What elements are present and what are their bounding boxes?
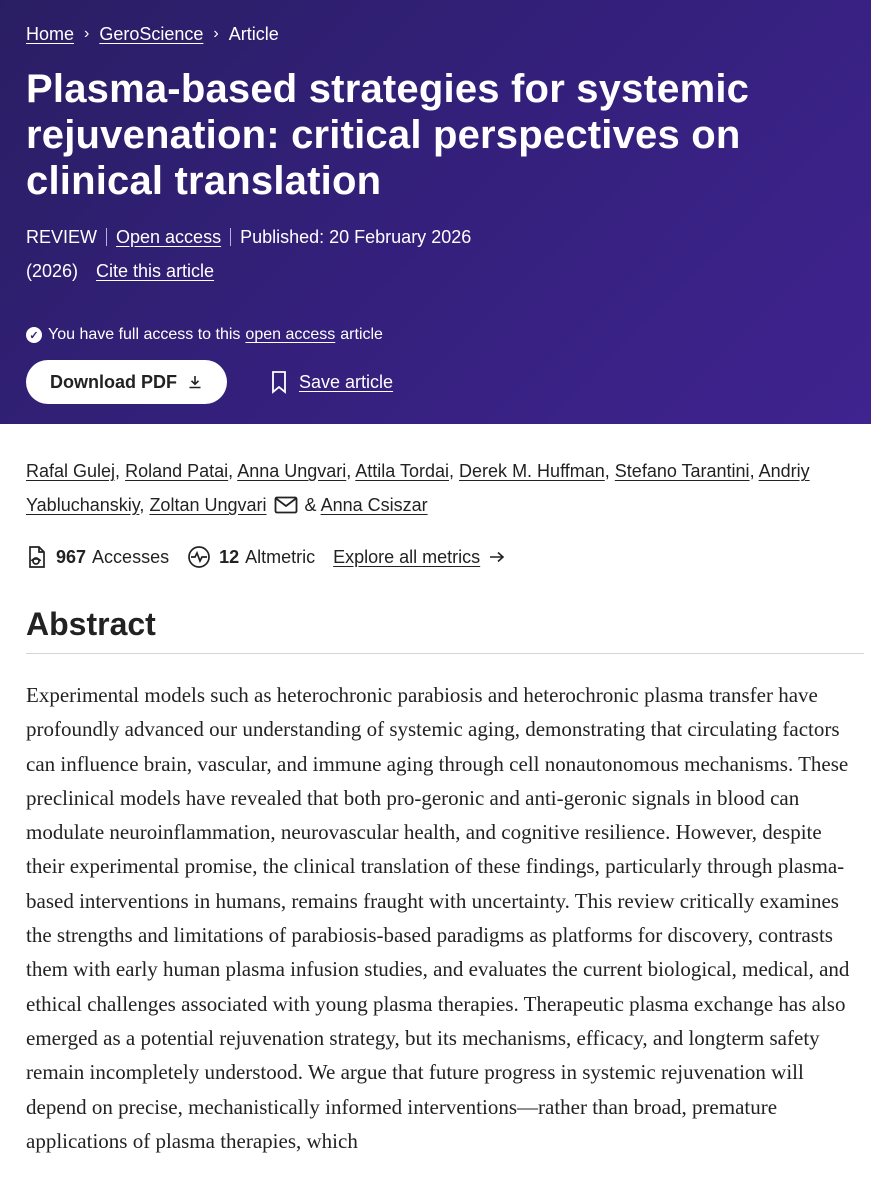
accesses-icon [26, 545, 48, 569]
article-meta [26, 220, 845, 288]
breadcrumb-current: Article [228, 23, 279, 44]
author-link[interactable]: Stefano Tarantini [614, 461, 750, 481]
divider [106, 228, 107, 246]
article-header [0, 0, 871, 424]
access-open-access-link[interactable]: open access [245, 326, 336, 343]
accesses-count: 967 [56, 546, 87, 567]
open-access-link[interactable]: Open access [116, 227, 222, 247]
check-circle-icon: ✓ [26, 327, 42, 343]
bookmark-icon [269, 370, 289, 394]
explore-metrics-link[interactable] [333, 547, 506, 568]
author-link[interactable]: Anna Ungvari [237, 461, 347, 481]
altmetric-metric [187, 545, 315, 569]
altmetric-count: 12 [219, 546, 240, 567]
access-prefix: You have full access to this [48, 326, 241, 343]
author-link[interactable]: Roland Patai [125, 461, 229, 481]
arrow-right-icon [488, 550, 506, 564]
author-link[interactable]: Anna Csiszar [320, 495, 428, 515]
author-link[interactable]: Andriy Yabluchanskiy [26, 461, 810, 515]
published-date: Published: 20 February 2026 [240, 227, 472, 247]
author-list: Rafal Gulej, Roland Patai, Anna Ungvari, Attila Tordai, Derek M. Huffman, Stefano Tarantini, Andriy Yabluchanskiy, Zoltan Ungvari & Anna Csiszar [26, 461, 810, 515]
abstract-heading: Abstract [26, 606, 864, 654]
save-article-button[interactable] [269, 370, 393, 394]
accesses-label: Accesses [92, 546, 170, 567]
author-link[interactable]: Zoltan Ungvari [149, 495, 267, 515]
article-title: Plasma-based strategies for systemic rejuvenation: critical perspectives on clinical translation [26, 67, 750, 203]
altmetric-icon [187, 545, 211, 569]
divider [230, 228, 231, 246]
author-link[interactable]: Derek M. Huffman [459, 461, 605, 481]
altmetric-label: Altmetric [245, 546, 316, 567]
explore-metrics-label: Explore all metrics [333, 546, 481, 567]
download-pdf-button[interactable] [26, 360, 227, 404]
download-pdf-label: Download PDF [50, 371, 177, 392]
cite-article-link[interactable]: Cite this article [96, 261, 215, 281]
article-year: (2026) [26, 261, 79, 281]
chevron-right-icon: › [84, 25, 90, 42]
article-actions [26, 360, 845, 404]
breadcrumb-home-link[interactable]: Home [26, 23, 75, 44]
breadcrumb-journal-link[interactable]: GeroScience [99, 23, 204, 44]
breadcrumb [26, 22, 845, 46]
author-link[interactable]: Rafal Gulej [26, 461, 116, 481]
author-link[interactable]: Attila Tordai [355, 461, 450, 481]
mail-icon[interactable] [274, 496, 298, 514]
accesses-metric [26, 545, 169, 569]
article-type: REVIEW [26, 227, 98, 247]
save-article-label: Save article [299, 371, 394, 392]
abstract-text: Experimental models such as heterochronic parabiosis and heterochronic plasma transfer have profoundly advanced our understanding of systemic aging, demonstrating that circulating factors can influence brain, vascular, and immune aging through cell nonautonomous mechanisms. These preclinical models have revealed that both pro-geronic and anti-geronic signals in blood can modulate neuroinflammation, neurovascular health, and cognitive resilience. However, despite their experimental promise, the clinical translation of these findings, particularly through plasma-based interventions in humans, remains fraught with uncertainty. This review critically examines the strengths and limitations of parabiosis-based paradigms as platforms for discovery, contrasts them with early human plasma infusion studies, and evaluates the current biological, medical, and ethical challenges associated with young plasma therapies. Therapeutic plasma exchange has also emerged as a potential rejuvenation strategy, but its mechanisms, efficacy, and longterm safety remain incompletely understood. We argue that future progress in systemic rejuvenation will depend on precise, mechanistically informed interventions—rather than broad, premature applications of plasma therapies, which [26, 683, 850, 1153]
access-suffix: article [340, 326, 383, 343]
access-notice [26, 326, 845, 344]
article-metrics [26, 542, 845, 572]
chevron-right-icon: › [213, 25, 219, 42]
download-icon [187, 374, 203, 390]
